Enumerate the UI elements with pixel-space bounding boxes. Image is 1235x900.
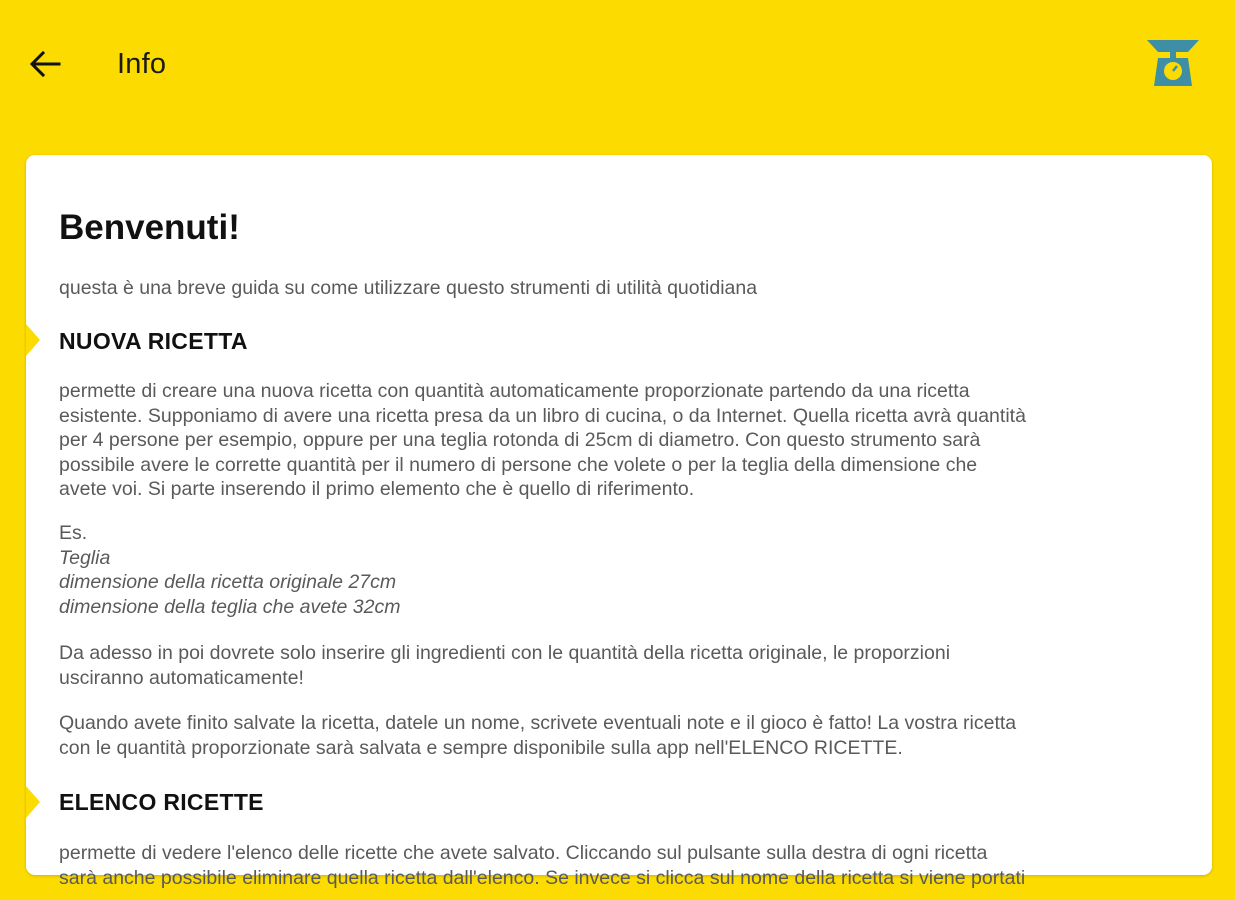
text-line: esistente. Supponiamo di avere una ricetta presa da un libro di cucina, o da Internet. Quella ricetta avrà quantità [59,404,1026,427]
welcome-heading: Benvenuti! [59,208,240,247]
example-line: Teglia [59,546,111,569]
section-paragraph [59,841,1025,890]
section-paragraph [59,379,1026,502]
text-line: per 4 persone per esempio, oppure per una teglia rotonda di 25cm di diametro. Con questo strumento sarà [59,429,981,451]
text-line: permette di creare una nuova ricetta con quantità automaticamente proporzionate partendo da una ricetta [59,380,970,402]
example-line: dimensione della teglia che avete 32cm [59,595,401,618]
text-line: Da adesso in poi dovrete solo inserire gli ingredienti con le quantità della ricetta originale, le proporzioni [59,642,951,664]
example-block [59,521,400,619]
text-line: con le quantità proporzionate sarà salvata e sempre disponibile sulla app nell'ELENCO RICETTE. [59,736,903,759]
section-paragraph [59,711,1016,760]
text-line: Quando avete finito salvate la ricetta, datele un nome, scrivete eventuali note e il gioco è fatto! La vostra ricetta [59,712,1017,734]
kitchen-scale-icon [1144,36,1202,93]
section-marker [26,786,40,818]
section-paragraph [59,641,950,690]
text-line: usciranno automaticamente! [59,666,304,689]
text-line: possibile avere le corrette quantità per il numero di persone che volete o per la teglia della dimensione che [59,453,978,476]
section-title-nuova-ricetta: NUOVA RICETTA [59,328,248,354]
text-line: sarà anche possibile eliminare quella ricetta dall'elenco. Se invece si clicca sul nome della ricetta si viene portati [59,866,1026,889]
kitchen-scale-button[interactable] [1143,36,1203,92]
example-line: dimensione della ricetta originale 27cm [59,571,397,593]
arrow-left-icon [28,49,62,84]
app-bar [0,0,1235,130]
back-button[interactable] [22,44,68,88]
example-label: Es. [59,522,88,544]
text-line: avete voi. Si parte inserendo il primo elemento che è quello di riferimento. [59,478,695,500]
section-title-elenco-ricette: ELENCO RICETTE [59,789,264,815]
section-marker [26,324,40,356]
info-card[interactable] [26,155,1212,889]
page-title: Info [117,48,167,80]
text-line: permette di vedere l'elenco delle ricette che avete salvato. Cliccando sul pulsante sulla destra di ogni ricetta [59,842,988,864]
intro-text: questa è una breve guida su come utilizzare questo strumenti di utilità quotidiana [59,277,758,299]
